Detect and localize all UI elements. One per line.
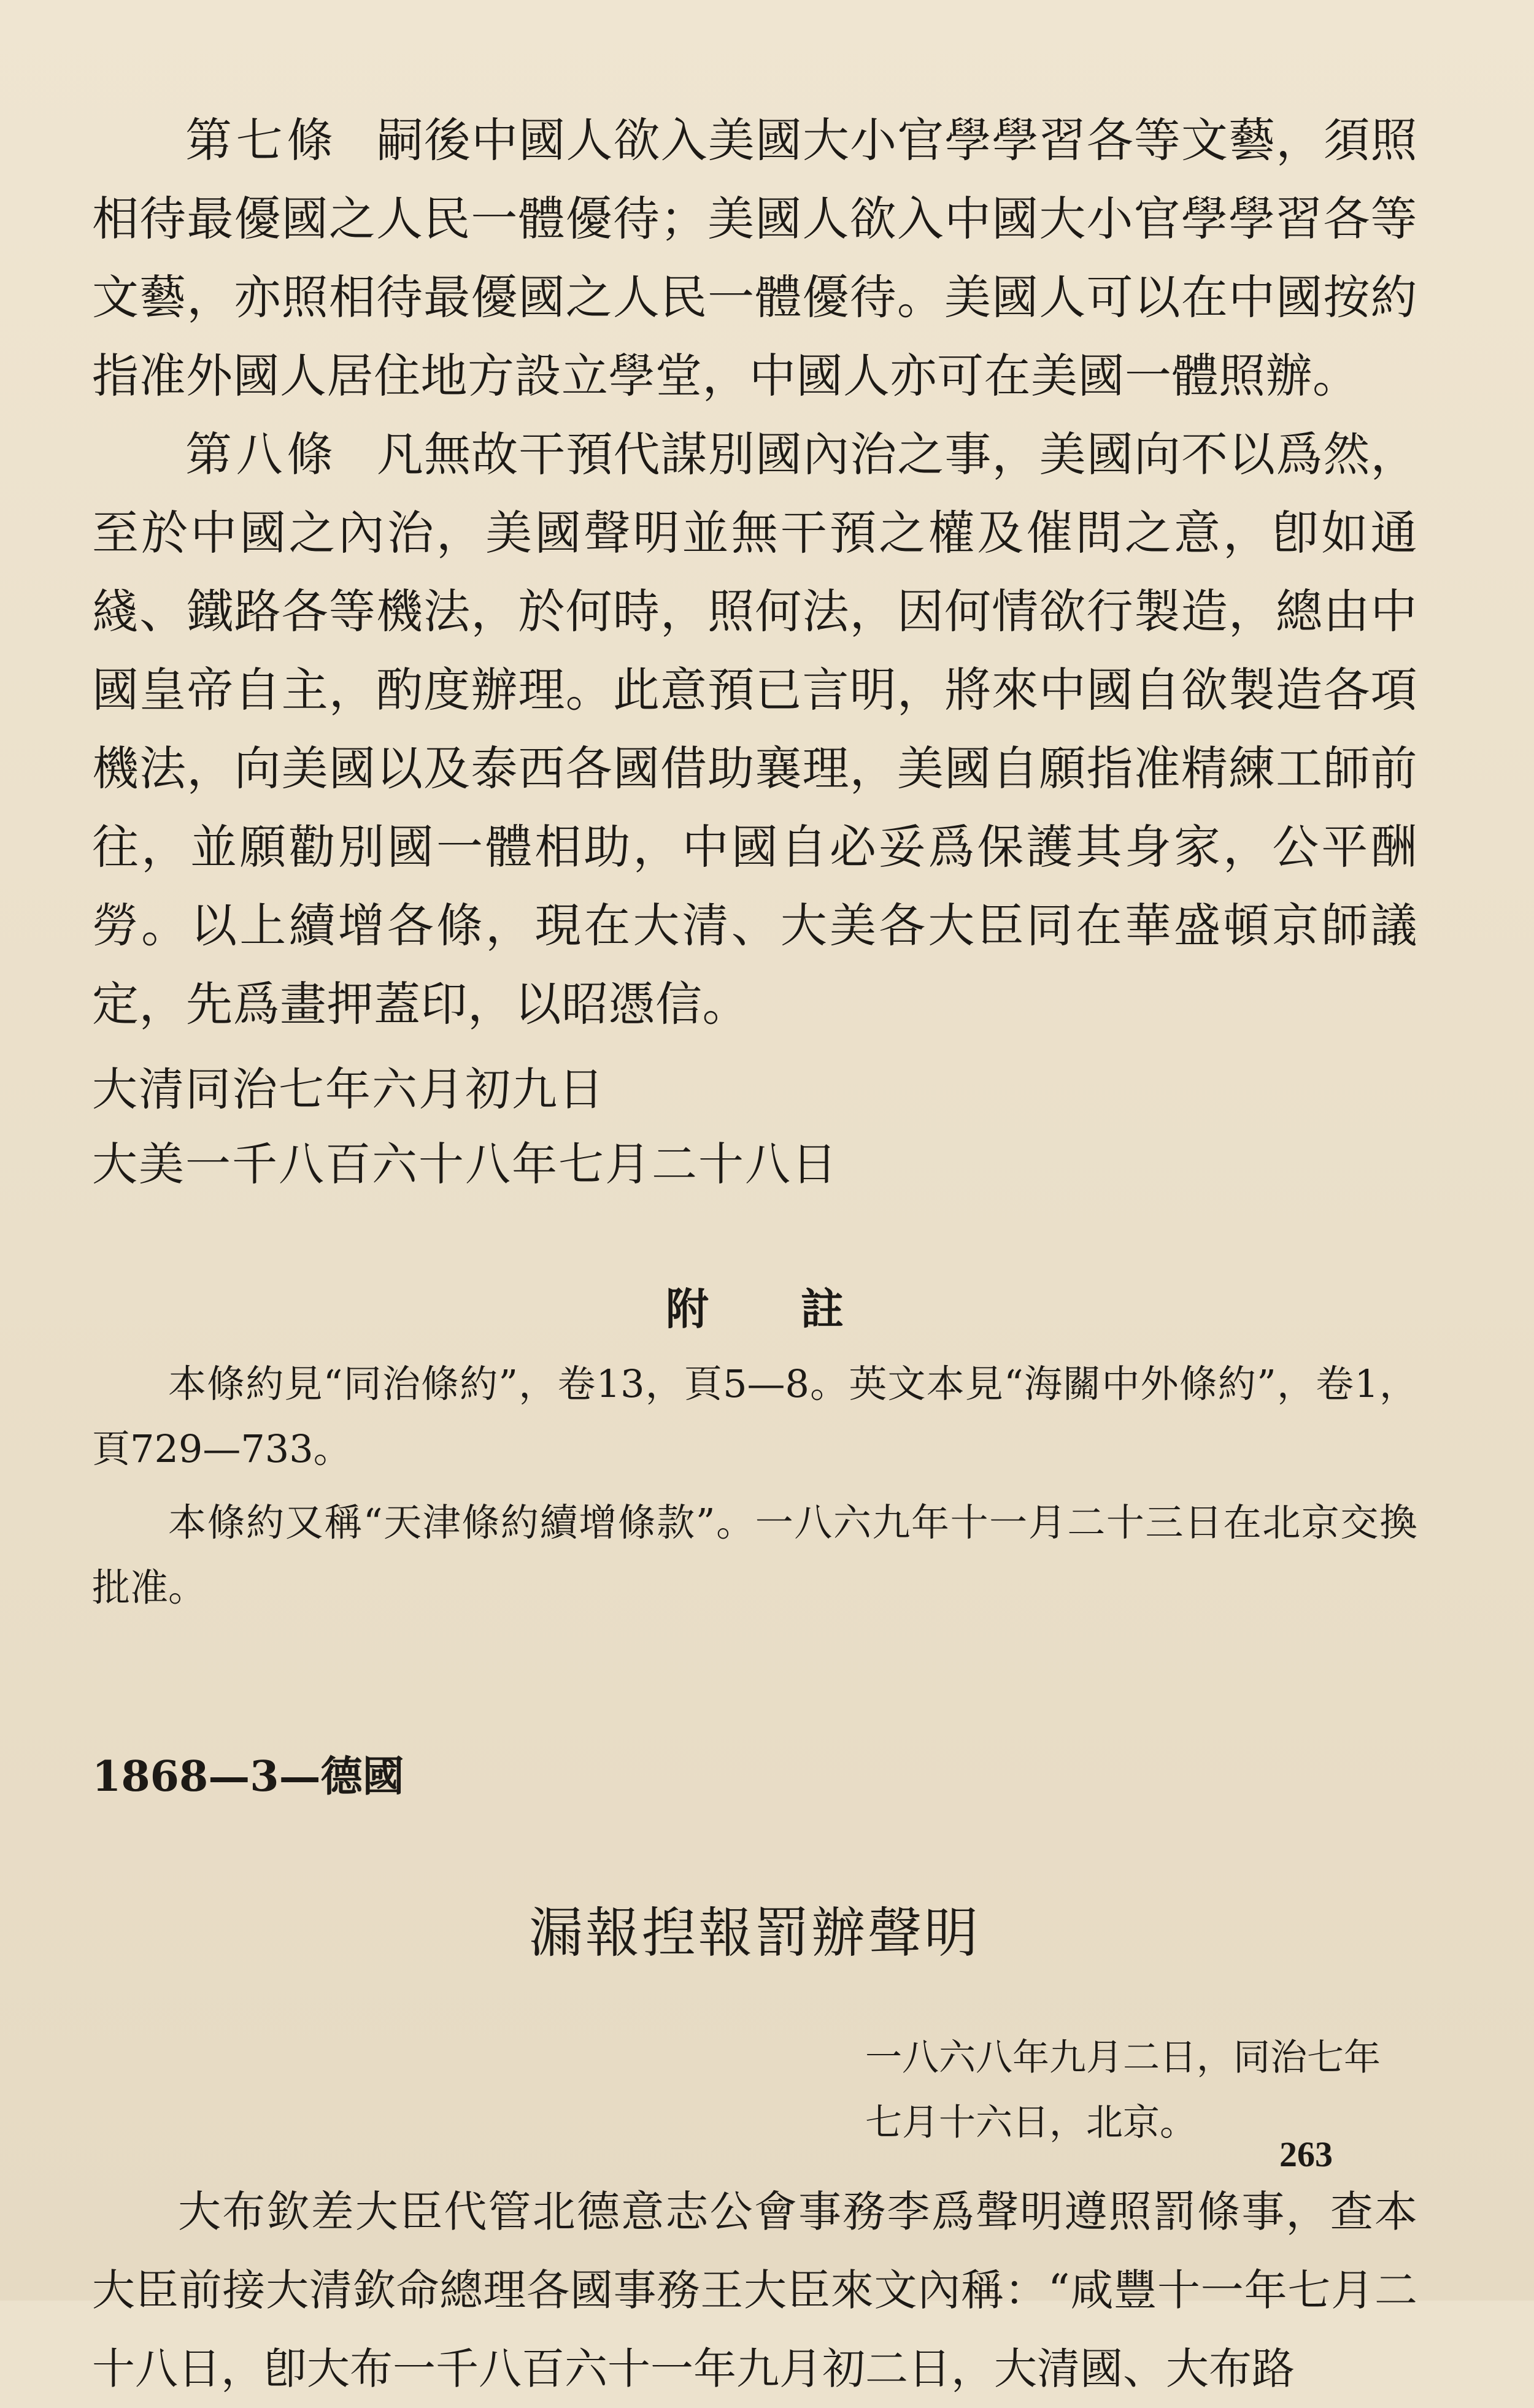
date-us: 大美一千八百六十八年七月二十八日	[92, 1138, 838, 1191]
document-date	[865, 2025, 1417, 2155]
article-8-lead: 第八條	[185, 427, 337, 482]
section-code: 1868—3—德國	[92, 1752, 404, 1801]
notes-heading: 附註	[666, 1283, 936, 1334]
note-1: 本條約見“同治條約”，卷13，頁5—8。英文本見“海關中外條約”，卷1，頁729—733。	[92, 1361, 1417, 1471]
date-qing: 大清同治七年六月初九日	[92, 1063, 605, 1116]
document-title: 漏報揑報罰辦聲明	[528, 1901, 981, 1964]
article-7-text: 嗣後中國人欲入美國大小官學學習各等文藝，須照相待最優國之人民一體優待；美國人欲入中國大小官學學習各等文藝，亦照相待最優國之人民一體優待。美國人可以在中國按約指准外國人居住地方設立學堂，中國人亦可在美國一體照辦。	[92, 113, 1417, 403]
article-7	[92, 101, 1417, 415]
article-8	[92, 415, 1417, 1044]
document-date-line-2: 七月十六日，北京。	[865, 2101, 1197, 2144]
note-2: 本條約又稱“天津條約續增條款”。一八六九年十一月二十三日在北京交換批准。	[92, 1500, 1417, 1610]
document-body: 大布欽差大臣代管北德意志公會事務李爲聲明遵照罰條事，查本大臣前接大清欽命總理各國事務王大臣來文內稱：“咸豐十一年七月二十八日，卽大布一千八百六十一年九月初二日，大清國、大布路	[92, 2187, 1417, 2394]
page-number: 263	[1279, 2134, 1333, 2174]
article-8-text: 凡無故干預代謀別國內治之事，美國向不以爲然，至於中國之內治，美國聲明並無干預之權及催問之意，卽如通綫、鐵路各等機法，於何時，照何法，因何情欲行製造，總由中國皇帝自主，酌度辦理。此意預已言明，將來中國自欲製造各項機法，向美國以及泰西各國借助襄理，美國自願指准精練工師前往，並願勸別國一體相助，中國自必妥爲保護其身家，公平酬勞。以上續增各條，現在大清、大美各大臣同在華盛頓京師議定，先爲畫押蓋印，以昭憑信。	[92, 427, 1417, 1031]
article-7-lead: 第七條	[185, 113, 337, 167]
document-date-line-1: 一八六八年九月二日，同治七年	[865, 2036, 1381, 2079]
page-content	[92, 101, 1417, 2408]
